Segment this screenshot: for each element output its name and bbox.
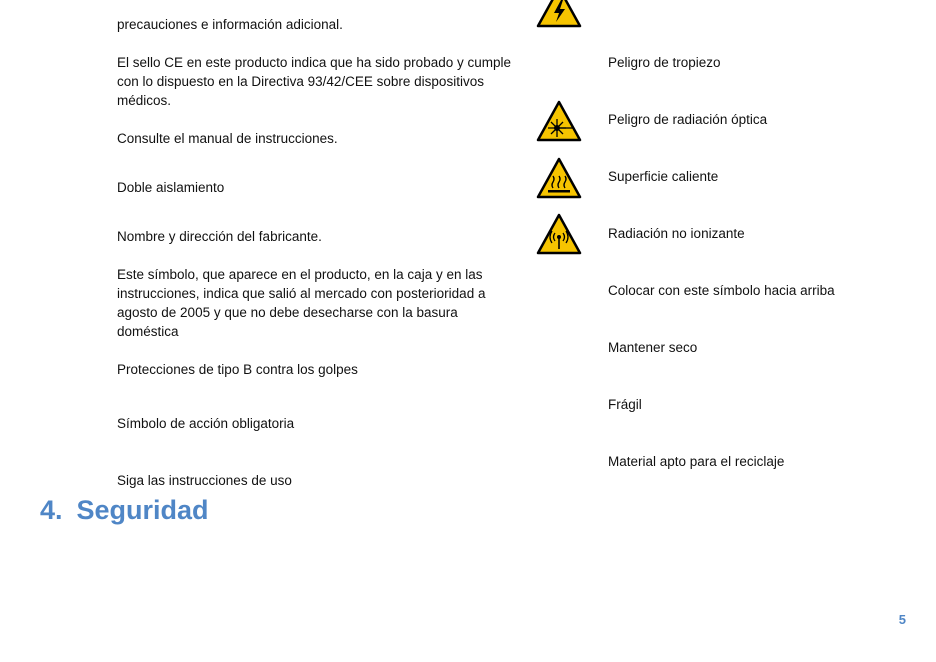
text-weee: Este símbolo, que aparece en el producto, en la caja y en las instrucciones, indica que salió al mercado con posterioridad a agosto de 2005 y que no debe desecharse con la basura doméstica bbox=[117, 267, 486, 339]
section-heading bbox=[40, 490, 209, 530]
hot-surface-icon bbox=[536, 157, 582, 199]
text-non-ionizing: Radiación no ionizante bbox=[608, 226, 745, 241]
text-this-way-up: Colocar con este símbolo hacia arriba bbox=[608, 283, 835, 298]
text-mandatory: Símbolo de acción obligatoria bbox=[117, 416, 295, 431]
text-manual: Consulte el manual de instrucciones. bbox=[117, 131, 338, 146]
text-tripping: Peligro de tropiezo bbox=[608, 55, 721, 70]
text-precauciones: precauciones e información adicional. bbox=[117, 17, 343, 32]
text-type-b: Protecciones de tipo B contra los golpes bbox=[117, 362, 358, 377]
non-ionizing-radiation-icon bbox=[536, 213, 582, 255]
text-ce-mark: El sello CE en este producto indica que ha sido probado y cumple con lo dispuesto en la Directiva 93/42/CEE sobre dispositivos médicos. bbox=[117, 55, 511, 108]
page-number: 5 bbox=[898, 612, 906, 627]
electrical-hazard-icon bbox=[536, 0, 582, 28]
section-number: 4. bbox=[40, 495, 63, 525]
text-fragile: Frágil bbox=[608, 397, 642, 412]
text-double-insulation: Doble aislamiento bbox=[117, 180, 225, 195]
text-keep-dry: Mantener seco bbox=[608, 340, 698, 355]
text-follow-instructions: Siga las instrucciones de uso bbox=[117, 473, 292, 488]
text-recyclable: Material apto para el reciclaje bbox=[608, 454, 785, 469]
text-hot-surface: Superficie caliente bbox=[608, 169, 719, 184]
text-optical-radiation: Peligro de radiación óptica bbox=[608, 112, 768, 127]
section-title: Seguridad bbox=[76, 495, 209, 525]
text-manufacturer: Nombre y dirección del fabricante. bbox=[117, 229, 322, 244]
laser-radiation-icon bbox=[536, 100, 582, 142]
